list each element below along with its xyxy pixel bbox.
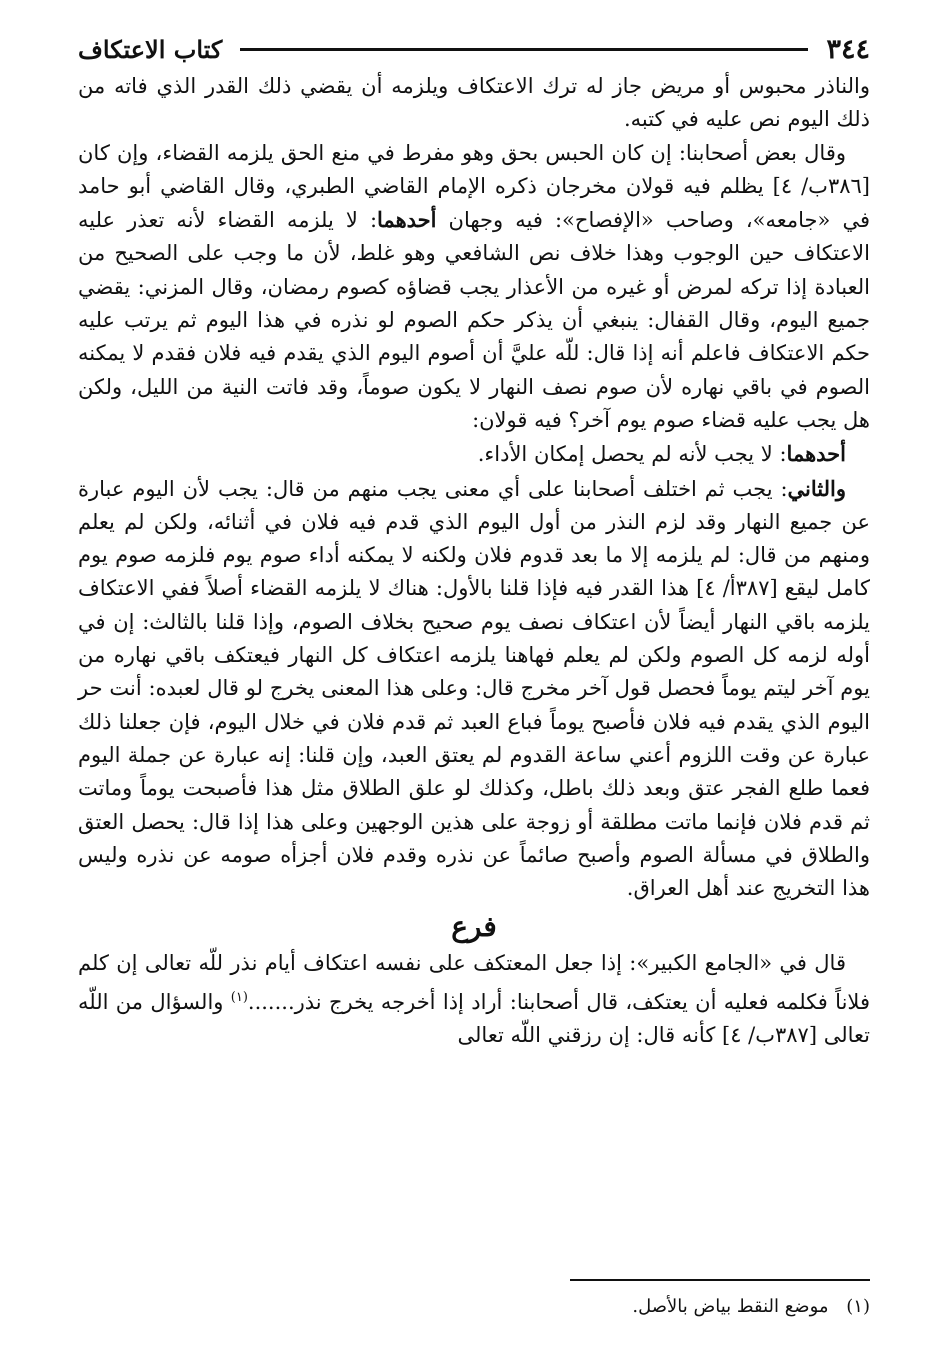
footnote-marker: (١): [846, 1296, 870, 1317]
footnote-text: موضع النقط بياض بالأصل.: [632, 1296, 829, 1317]
paragraph: والثاني: يجب ثم اختلف أصحابنا على أي معنى يجب منهم من قال: يجب لأن اليوم عبارة عن جميع النهار وقد لزم النذر من أول اليوم الذي قدم فيه فلان في أثنائه، ولكن لم يعلم ومنهم من قال: لم يلزمه إلا ما بعد قدوم فلان ولكنه لا يمكنه أداء صوم يوم فلزمه صوم يوم كامل ليقع [٣٨٧أ/ ٤] هذا القدر فيه فإذا قلنا بالأول: هناك لا يلزمه القضاء أصلاً ففي الاعتكاف يلزمه باقي النهار أيضاً لأن اعتكاف نصف يوم صحيح بخلاف الصوم، وإذا قلنا بالثالث: إن في أوله لزمه كل الصوم ولكن لم يعلم فهاهنا يلزمه اعتكاف كل النهار فيعتكف باقي نهاره من يوم آخر ليتم يوماً فحصل قول آخر مخرج قال: وعلى هذا المعنى يخرج لو قال لعبده: أنت حر اليوم الذي يقدم فيه فلان فأصبح يوماً فباع العبد ثم قدم فلان في خلال اليوم، فإن جعلنا ذلك عبارة عن وقت اللزوم أعني ساعة القدوم لم يعتق العبد، وإن قلنا: إنه عبارة عن جملة اليوم فعما طلع الفجر عتق وبعد ذلك باطل، وكذلك لو علق الطلاق مثل هذا فأصبحت يوماً وماتت ثم قدم فلان فإنما ماتت مطلقة أو زوجة على هذين الوجهين وعلى هذا إذا قال: يحصل العتق والطلاق في مسألة الصوم وأصبح صائماً عن نذره وقدم فلان أجزأه صومه عن نذره وليس هذا التخريج عند أهل العراق.: [78, 475, 870, 901]
paragraph: أحدهما: لا يجب لأنه لم يحصل إمكان الأداء.: [477, 441, 846, 467]
footnote-divider: [570, 1279, 870, 1281]
section-paragraph: قال في «الجامع الكبير»: إذا جعل المعتكف على نفسه اعتكاف أيام نذر للّه تعالى إن كلم فلاناً فكلمه فعليه أن يعتكف، قال أصحابنا: أراد إذا أخرجه يخرج نذر.......$^{(١)}$ والسؤال من اللّه تعالى [٣٨٧ب/ ٤] كأنه قال: إن رزقني اللّه تعالى: [78, 951, 870, 1048]
document-page: [78, 28, 870, 1348]
footnote: [78, 1296, 870, 1317]
main-text: [78, 70, 870, 1052]
page-header: [78, 28, 870, 70]
book-title: كتاب الاعتكاف: [78, 34, 223, 64]
paragraph: والناذر محبوس أو مريض جاز له ترك الاعتكاف ويلزمه أن يقضي ذلك القدر الذي فاته من ذلك اليوم نص عليه في كتبه.: [78, 74, 870, 132]
header-rule: [240, 48, 808, 51]
bold-term: أحدهما: [786, 441, 846, 467]
bold-term: والثاني: [787, 475, 846, 501]
section-heading: فرع: [451, 910, 497, 944]
bold-term: أحدهما: [377, 207, 437, 233]
paragraph: وقال بعض أصحابنا: إن كان الحبس بحق وهو مفرط في منع الحق يلزمه القضاء، وإن كان [٣٨٦ب/ ٤] يظلم فيه قولان مخرجان ذكره الإمام القاضي الطبري، وقال القاضي أبو حامد في «جامعه»، وصاحب «الإفصاح»: فيه وجهان أحدهما: لا يلزمه القضاء لأنه تعذر عليه الاعتكاف حين الوجوب وهذا خلاف نص الشافعي وهو غلط، لأن ما وجب على الصحيح من العبادة إذا تركه لمرض أو غيره من الأعذار يجب قضاؤه كصوم رمضان، وقال المزني: يقضي جميع اليوم، وقال القفال: ينبغي أن يذكر حكم الصوم لو نذره في هذا اليوم ثم يرتب عليه حكم الاعتكاف فاعلم أنه إذا قال: للّه عليَّ أن أصوم اليوم الذي يقدم فيه فلان فقدم لا يمكنه الصوم في باقي نهاره لأن صوم نصف النهار لا يكون صوماً، وقد فاتت النية من الليل، ولكن هل يجب عليه قضاء صوم يوم آخر؟ فيه قولان:: [78, 140, 870, 432]
footnote-reference: (١): [230, 989, 248, 1005]
page-number: ٣٤٤: [826, 33, 870, 65]
